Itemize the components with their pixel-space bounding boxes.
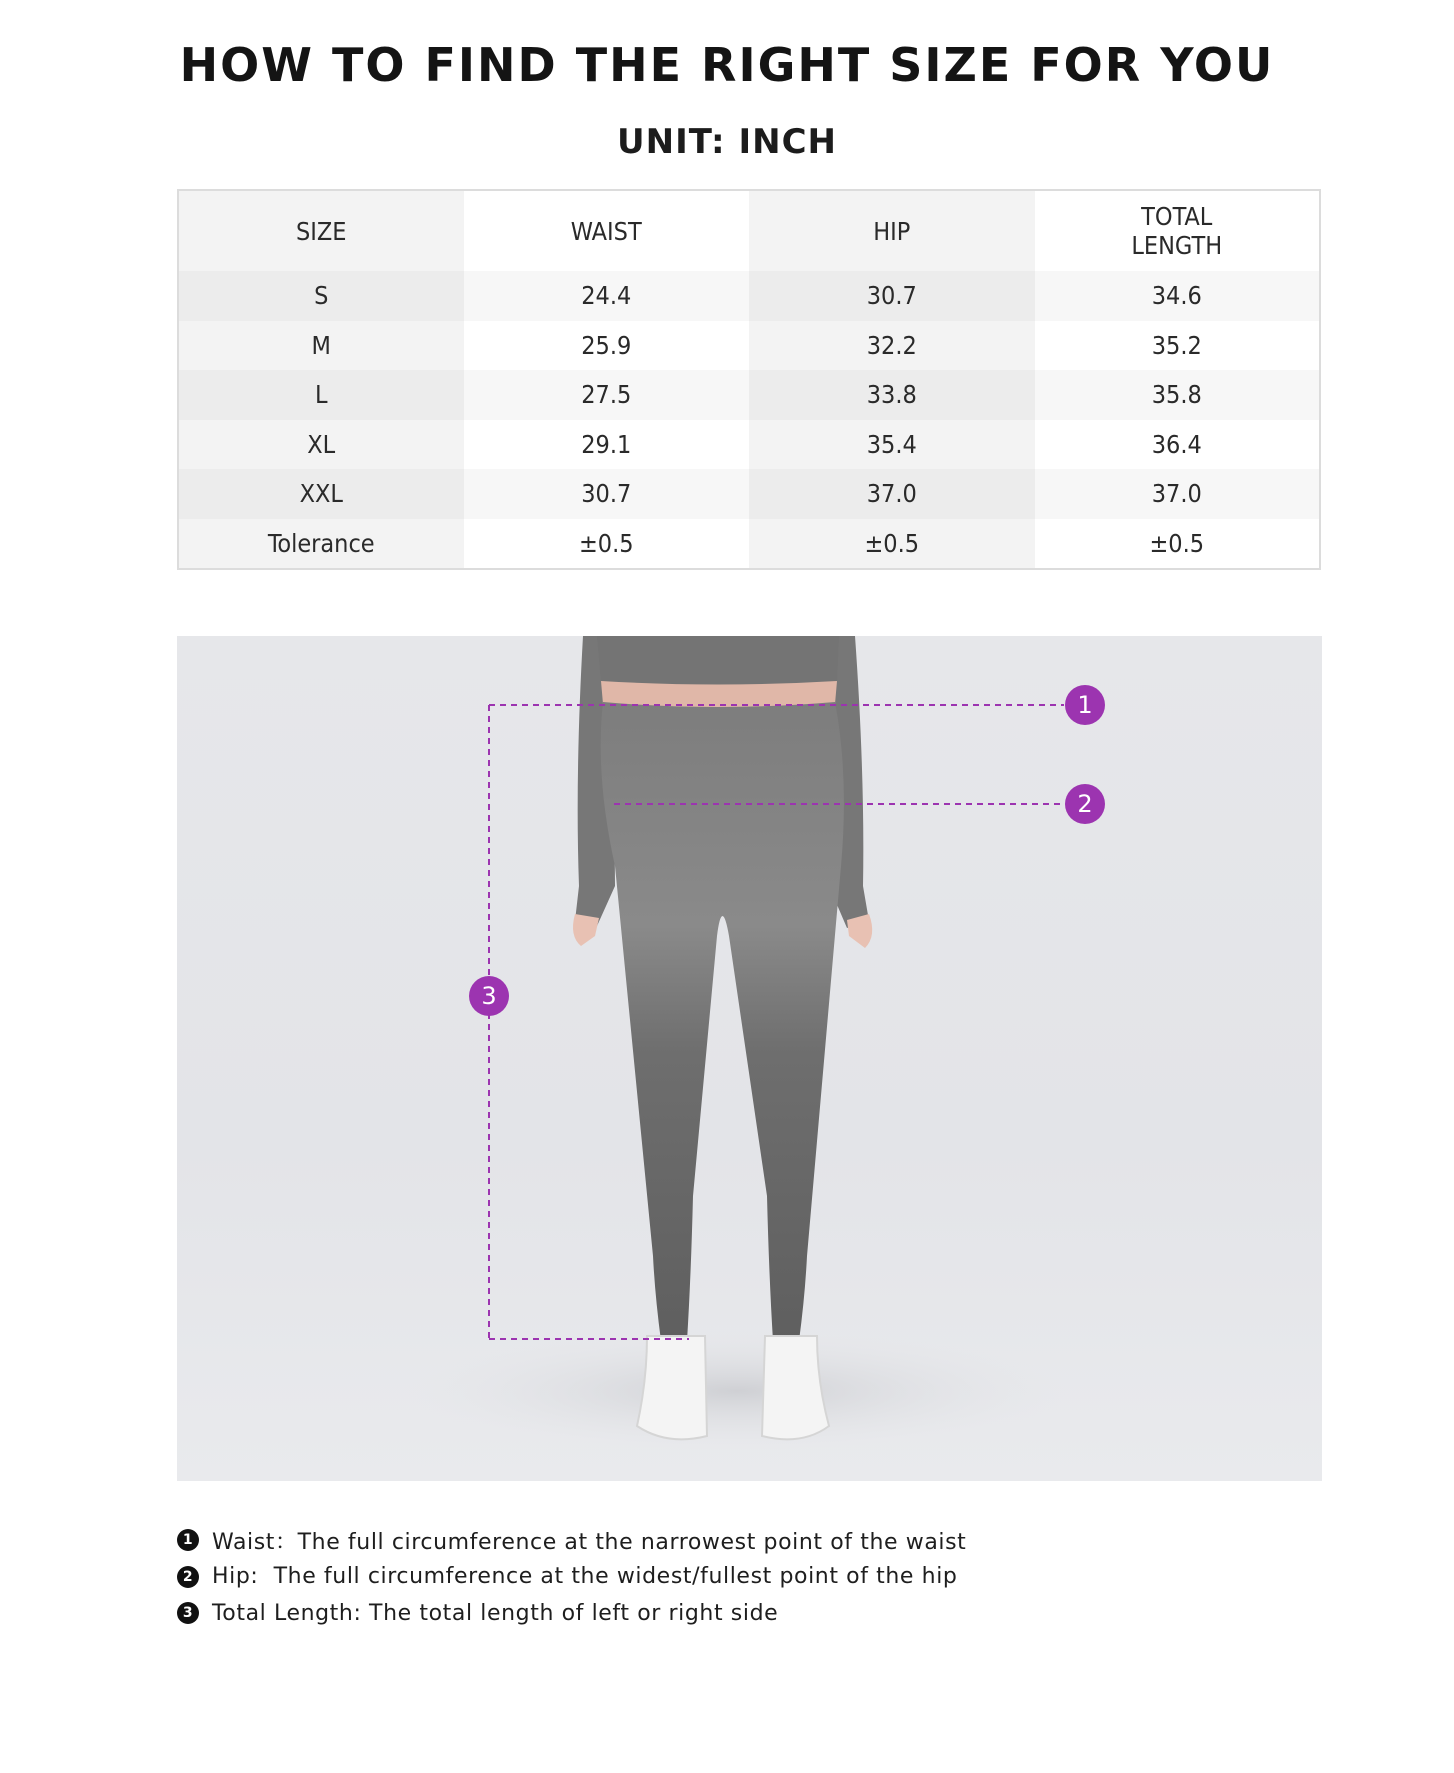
length-marker: 3 [469, 976, 509, 1016]
cell-size: S [178, 271, 464, 321]
table-row-tolerance [178, 519, 1320, 570]
cell-total-length: 37.0 [1035, 469, 1321, 519]
cell-waist: 25.9 [464, 321, 750, 371]
left-shoe [637, 1336, 707, 1439]
table-row [178, 469, 1320, 519]
cell-size: L [178, 370, 464, 420]
table-row [178, 271, 1320, 321]
table-header-row [178, 190, 1320, 271]
cell-total-length: 36.4 [1035, 420, 1321, 470]
model-figure-illustration [177, 636, 1322, 1481]
cell-total-length: ±0.5 [1035, 519, 1321, 570]
header-total-length: TOTAL LENGTH [1035, 190, 1321, 271]
cell-size: Tolerance [178, 519, 464, 570]
cell-hip: ±0.5 [749, 519, 1035, 570]
cell-hip: 30.7 [749, 271, 1035, 321]
cell-total-length: 35.2 [1035, 321, 1321, 371]
table-row [178, 370, 1320, 420]
left-hand [573, 914, 599, 946]
note-number-icon: 3 [177, 1602, 199, 1624]
cell-hip: 35.4 [749, 420, 1035, 470]
cell-hip: 32.2 [749, 321, 1035, 371]
cell-waist: 24.4 [464, 271, 750, 321]
note-total-length [177, 1595, 1277, 1632]
table-row [178, 420, 1320, 470]
cell-size: M [178, 321, 464, 371]
measurement-notes [177, 1522, 1277, 1632]
header-waist: WAIST [464, 190, 750, 271]
cell-waist: 29.1 [464, 420, 750, 470]
cell-waist: 27.5 [464, 370, 750, 420]
floor-shadow [407, 1331, 1067, 1451]
note-text: Waist：The full circumference at the narrowest point of the waist [212, 1529, 967, 1555]
crop-top [597, 636, 839, 686]
hip-marker: 2 [1065, 784, 1105, 824]
note-waist [177, 1522, 1277, 1559]
right-hand [847, 914, 872, 948]
unit-subtitle: UNIT: INCH [617, 122, 837, 162]
cell-hip: 37.0 [749, 469, 1035, 519]
note-text: Total Length: The total length of left or right side [212, 1600, 779, 1626]
cell-waist: 30.7 [464, 469, 750, 519]
cell-total-length: 35.8 [1035, 370, 1321, 420]
note-number-icon: 1 [177, 1529, 199, 1551]
cell-waist: ±0.5 [464, 519, 750, 570]
waist-marker: 1 [1065, 685, 1105, 725]
cell-total-length: 34.6 [1035, 271, 1321, 321]
note-hip [177, 1559, 1277, 1596]
note-text: Hip: The full circumference at the widest/fullest point of the hip [212, 1564, 958, 1590]
note-number-icon: 2 [177, 1566, 199, 1588]
cell-size: XL [178, 420, 464, 470]
leggings [601, 702, 844, 1341]
size-chart-table [177, 189, 1321, 570]
page-title: HOW TO FIND THE RIGHT SIZE FOR YOU [179, 38, 1275, 92]
header-size: SIZE [178, 190, 464, 271]
table-row [178, 321, 1320, 371]
cell-size: XXL [178, 469, 464, 519]
cell-hip: 33.8 [749, 370, 1035, 420]
model-measurement-photo [177, 636, 1322, 1481]
header-hip: HIP [749, 190, 1035, 271]
